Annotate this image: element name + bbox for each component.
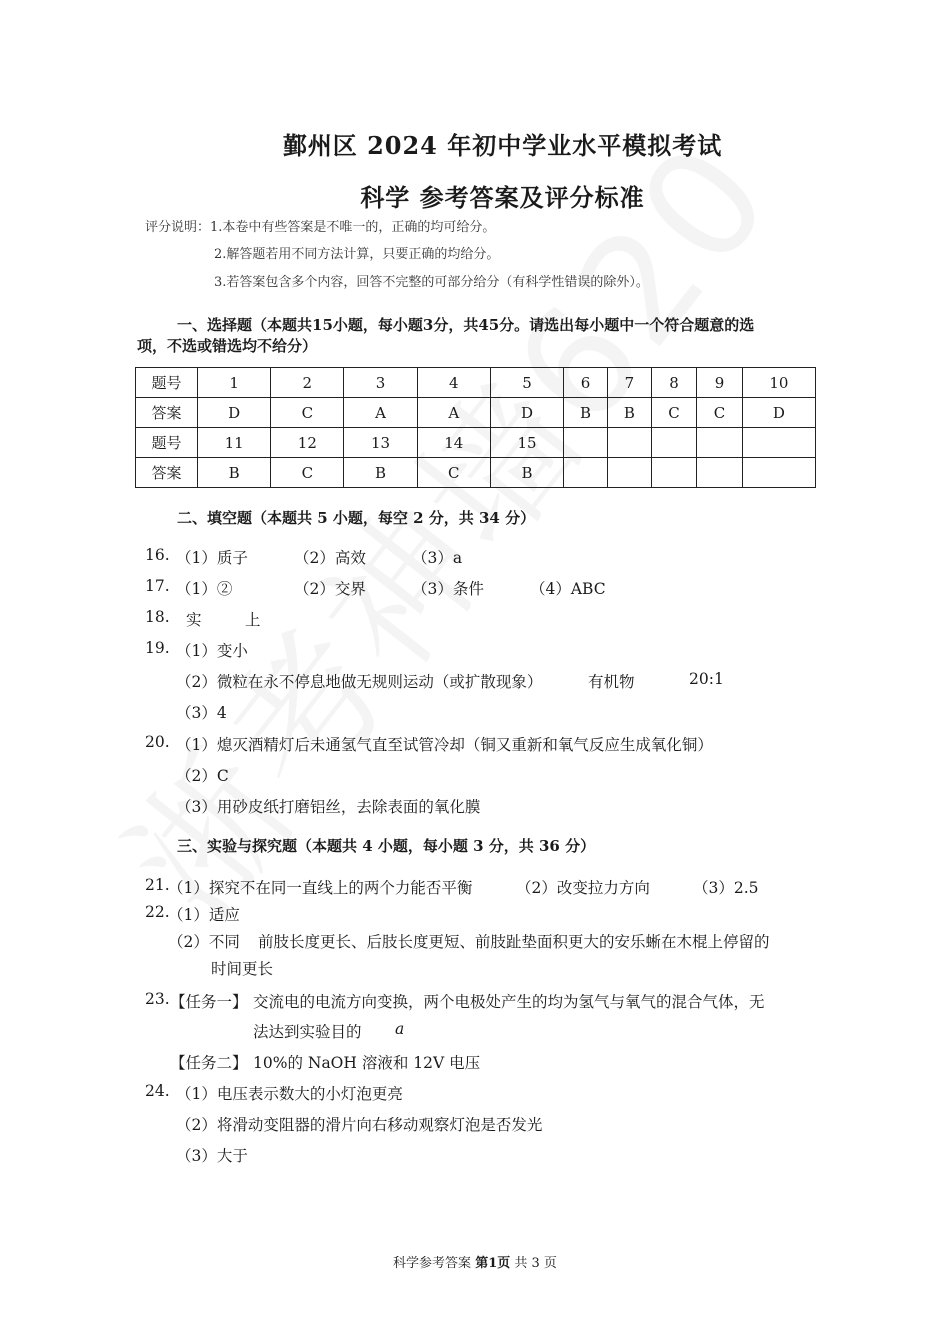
q18-number: 18. — [145, 608, 170, 626]
answer-table-cell — [607, 428, 651, 458]
section2-heading: 二、填空题（本题共 5 小题，每空 2 分，共 34 分） — [177, 509, 536, 527]
answer-table-cell — [742, 428, 815, 458]
answer-table-cell: D — [742, 398, 815, 428]
answer-table-cell: 13 — [344, 428, 417, 458]
footer-page: 第1页 — [475, 1256, 511, 1271]
answer-table-cell: 15 — [490, 428, 563, 458]
answer-table-cell: B — [198, 458, 271, 488]
q18-answer-2: 上 — [245, 611, 261, 629]
answer-table-cell: C — [651, 398, 696, 428]
answer-table-cell: 1 — [198, 368, 271, 398]
note-2: 2.解答题若用不同方法计算，只要正确的均给分。 — [214, 247, 500, 262]
q21-answer-3: （3）2.5 — [693, 879, 759, 897]
answer-table-row — [136, 398, 816, 428]
answer-table-cell: A — [417, 398, 490, 428]
answer-table-cell: 8 — [651, 368, 696, 398]
q22-answer-2b: 前肢长度更长、后肢长度更短、前肢趾垫面积更大的安乐蜥在木棍上停留的 — [258, 933, 770, 951]
q23-task2-text: 10%的 NaOH 溶液和 12V 电压 — [253, 1054, 481, 1072]
q22-answer-1: （1）适应 — [168, 906, 240, 924]
q19-answer-1: （1）变小 — [176, 642, 248, 660]
answer-table-cell: D — [490, 398, 563, 428]
answer-table-cell — [742, 458, 815, 488]
q16-answer-2: （2）高效 — [294, 549, 366, 567]
section1-heading: 一、选择题（本题共15小题，每小题3分，共45分。请选出每小题中一个符合题意的选 — [177, 316, 755, 334]
document-subtitle: 科学 参考答案及评分标准 — [360, 183, 645, 212]
q23-task1-label: 【任务一】 — [170, 993, 248, 1011]
q23-task1-answer: a — [395, 1020, 405, 1038]
q16-number: 16. — [145, 546, 170, 564]
answer-table-cell: 4 — [417, 368, 490, 398]
page-footer — [0, 1252, 950, 1271]
answer-table-cell: 5 — [490, 368, 563, 398]
answer-table-cell: 7 — [607, 368, 651, 398]
q17-number: 17. — [145, 577, 170, 595]
answer-table-row-label: 答案 — [136, 398, 198, 428]
q20-answer-3: （3）用砂皮纸打磨铝丝，去除表面的氧化膜 — [176, 798, 481, 816]
answer-table-cell — [697, 458, 742, 488]
answer-table-cell: B — [490, 458, 563, 488]
q22-number: 22. — [145, 903, 170, 921]
answer-table-cell: 10 — [742, 368, 815, 398]
answer-table-cell: 14 — [417, 428, 490, 458]
q22-answer-2c: 时间更长 — [211, 960, 274, 978]
answer-table-row — [136, 458, 816, 488]
q16-answer-3: （3）a — [412, 549, 463, 567]
notes — [145, 216, 495, 235]
q24-number: 24. — [145, 1082, 170, 1100]
q23-task1-text-cont: 法达到实验目的 — [253, 1023, 362, 1041]
answer-table-cell — [651, 428, 696, 458]
q24-answer-1: （1）电压表示数大的小灯泡更亮 — [176, 1085, 403, 1103]
q20-answer-2: （2）C — [176, 767, 229, 785]
q23-task1-text: 交流电的电流方向变换，两个电极处产生的均为氢气与氧气的混合气体，无 — [253, 993, 765, 1011]
q24-answer-3: （3）大于 — [176, 1147, 248, 1165]
footer-total: 共 3 页 — [514, 1256, 557, 1271]
section1-heading-cont: 项，不选或错选均不给分） — [137, 337, 318, 355]
answer-table-cell: C — [697, 398, 742, 428]
answer-table-cell — [564, 458, 608, 488]
q19-number: 19. — [145, 639, 170, 657]
q17-answer-1: （1）② — [176, 580, 233, 598]
answer-table — [135, 367, 816, 488]
answer-table-cell — [564, 428, 608, 458]
footer-prefix: 科学参考答案 — [393, 1256, 472, 1271]
answer-table-cell: C — [271, 398, 344, 428]
answer-table-row-label: 题号 — [136, 428, 198, 458]
answer-table-row — [136, 428, 816, 458]
answer-table-cell: 6 — [564, 368, 608, 398]
notes-label: 评分说明： — [145, 220, 211, 235]
q21-answer-2: （2）改变拉力方向 — [516, 879, 650, 897]
answer-table-cell: D — [198, 398, 271, 428]
q17-answer-2: （2）交界 — [294, 580, 366, 598]
document-title: 鄞州区 2024 年初中学业水平模拟考试 — [282, 131, 723, 160]
q23-task2-label: 【任务二】 — [170, 1054, 248, 1072]
answer-table-cell: 9 — [697, 368, 742, 398]
q20-answer-1: （1）熄灭酒精灯后未通氢气直至试管冷却（铜又重新和氧气反应生成氧化铜） — [176, 736, 713, 754]
q19-answer-2b: 有机物 — [588, 673, 635, 691]
q23-number: 23. — [145, 990, 170, 1008]
note-3: 3.若答案包含多个内容，回答不完整的可部分给分（有科学性错误的除外）。 — [214, 275, 649, 290]
q17-answer-4: （4）ABC — [530, 580, 606, 598]
q18-answer-1: 实 — [186, 611, 202, 629]
answer-table-cell: A — [344, 398, 417, 428]
section3-heading: 三、实验与探究题（本题共 4 小题，每小题 3 分，共 36 分） — [177, 837, 596, 855]
q19-answer-3: （3）4 — [176, 704, 227, 722]
q19-answer-2: （2）微粒在永不停息地做无规则运动（或扩散现象） — [176, 673, 543, 691]
q21-number: 21. — [145, 876, 170, 894]
q21-answer-1: （1）探究不在同一直线上的两个力能否平衡 — [168, 879, 473, 897]
q22-answer-2: （2）不同 — [168, 933, 240, 951]
answer-table-row-label: 答案 — [136, 458, 198, 488]
q16-answer-1: （1）质子 — [176, 549, 248, 567]
answer-table-row-label: 题号 — [136, 368, 198, 398]
answer-table-cell: 11 — [198, 428, 271, 458]
q17-answer-3: （3）条件 — [412, 580, 484, 598]
q19-answer-2c: 20:1 — [689, 670, 724, 688]
answer-table-cell: C — [417, 458, 490, 488]
answer-table-cell: B — [564, 398, 608, 428]
answer-table-row — [136, 368, 816, 398]
answer-table-cell — [607, 458, 651, 488]
q20-number: 20. — [145, 733, 170, 751]
answer-table-cell: B — [607, 398, 651, 428]
answer-table-cell: 3 — [344, 368, 417, 398]
answer-table-cell — [651, 458, 696, 488]
answer-table-cell — [697, 428, 742, 458]
q24-answer-2: （2）将滑动变阻器的滑片向右移动观察灯泡是否发光 — [176, 1116, 543, 1134]
answer-table-cell: 2 — [271, 368, 344, 398]
answer-table-cell: C — [271, 458, 344, 488]
answer-table-cell: 12 — [271, 428, 344, 458]
answer-table-cell: B — [344, 458, 417, 488]
note-1: 1.本卷中有些答案是不唯一的，正确的均可给分。 — [210, 220, 496, 235]
